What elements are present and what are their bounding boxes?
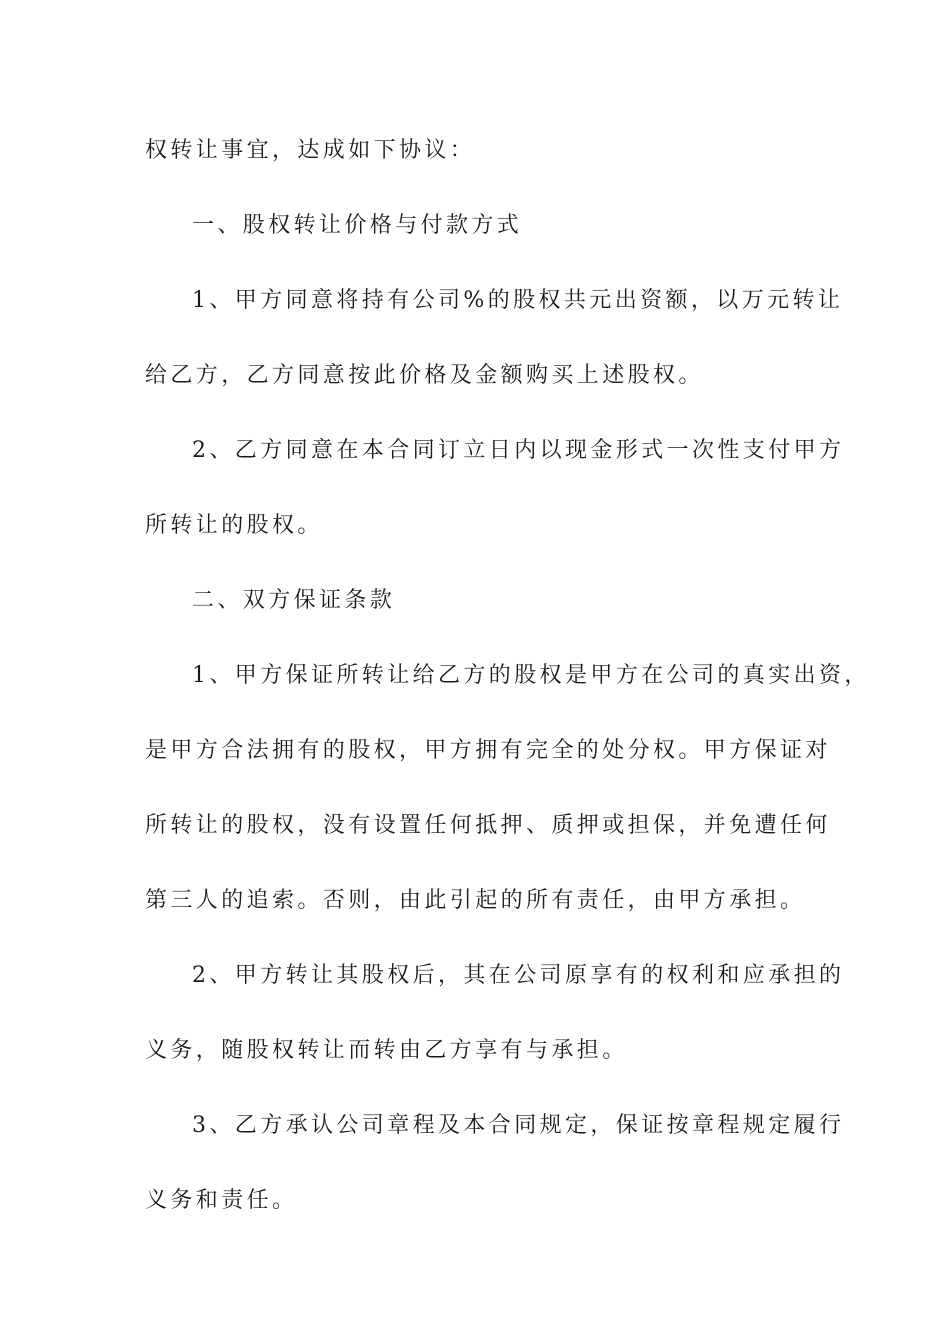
text-line: 所转让的股权，没有设置任何抵押、质押或担保，并免遭任何 (145, 813, 831, 838)
text-line: 是甲方合法拥有的股权，甲方拥有完全的处分权。甲方保证对 (145, 738, 831, 763)
text-line: 2、甲方转让其股权后，其在公司原享有的权利和应承担的 (192, 963, 845, 988)
text-line: 给乙方，乙方同意按此价格及金额购买上述股权。 (145, 363, 704, 388)
section-heading: 一、股权转让价格与付款方式 (192, 213, 523, 238)
text-line: 1、甲方保证所转让给乙方的股权是甲方在公司的真实出资， (192, 663, 870, 688)
text-line: 所转让的股权。 (145, 513, 323, 538)
text-line: 3、乙方承认公司章程及本合同规定，保证按章程规定履行 (192, 1113, 845, 1138)
text-line: 权转让事宜，达成如下协议： (145, 138, 476, 163)
text-line: 第三人的追索。否则，由此引起的所有责任，由甲方承担。 (145, 888, 806, 913)
text-line: 义务，随股权转让而转由乙方享有与承担。 (145, 1038, 628, 1063)
text-line: 义务和责任。 (145, 1188, 298, 1213)
text-line: 1、甲方同意将持有公司%的股权共元出资额，以万元转让 (192, 288, 844, 313)
text-line: 2、乙方同意在本合同订立日内以现金形式一次性支付甲方 (192, 438, 845, 463)
section-heading: 二、双方保证条款 (192, 588, 396, 613)
